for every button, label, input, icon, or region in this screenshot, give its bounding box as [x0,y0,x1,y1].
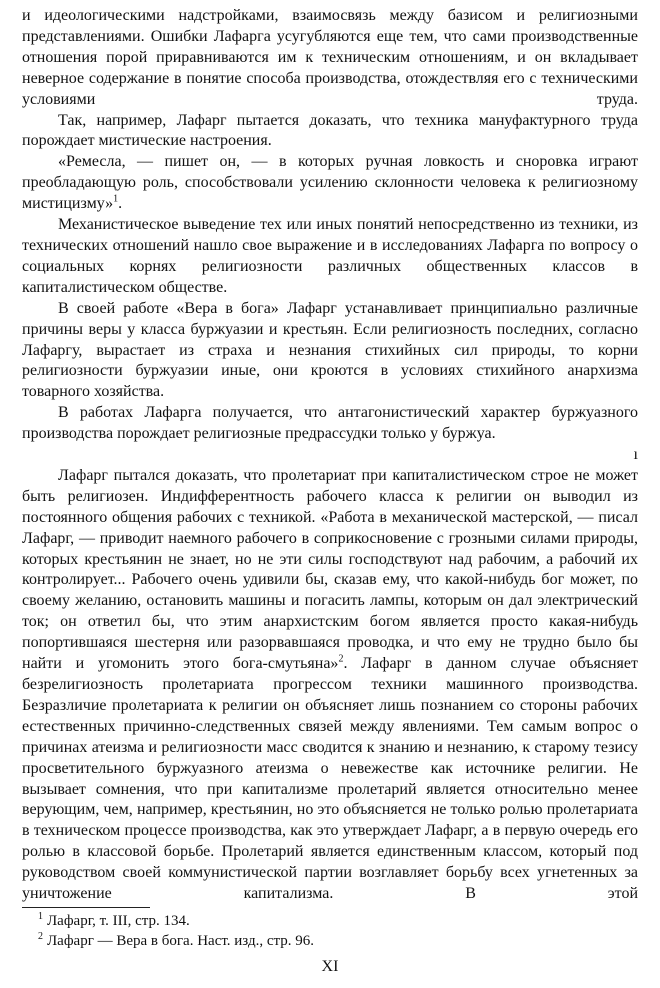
paragraph: Механистическое выведение тех или иных понятий непосредственно из техники, из технических отношений нашло свое выражение и в исследованиях Лафарга по вопросу о социальных корнях религиозности различных общественных классов в капиталистическом обществе. [22,216,638,296]
paragraph-tail: . Лафарг в данном случае объясняет безрелигиозность пролетариата прогрессом техники машинного производства. Безразличие пролетариата к религии он объясняет лишь познанием со стороны рабочих естественных причинно-следственных связей между явлениями. Тем самым вопрос о причинах атеизма и религиозности масс сводится к знанию и незнанию, к старому тезису просветительного буржуазного атеизма о невежестве как источнике религии. Не вызывает сомнения, что при капитализме пролетарий является относительно менее верующим, чем, например, крестьянин, но это объясняется не только ролью пролетариата в техническом процессе производства, как это утверждает Лафарг, а в первую очередь его ролью в классовой борьбе. Пролетарий является единственным классом, который под руководством своей коммунистической партии возглавляет борьбу всех угнетенных за уничтожение капитализма. В этой [22,655,638,903]
paragraph: В работах Лафарга получается, что антагонистический характер буржуазного производства порождает религиозные предрассудки только у буржуа. [22,404,638,443]
quote-text: «Ремесла, — пишет он, — в которых ручная ловкость и сноровка играют преобладающую роль, способствовали усилению склонности человека к религиозному мистицизму» [22,153,638,213]
footnote-divider [22,907,150,908]
footnote-ref-2: 2 [338,653,344,665]
quote-text: Лафарг пытался доказать, что пролетариат при капиталистическом строе не может быть религиозен. Индифферентность рабочего класса к религии он выводил из постоянного общения рабочих с техникой. «Работа в механической мастерской, — писал Лафарг, — приводит наемного рабочего в соприкосновение с грозными силами природы, которых крестьянин не знает, но не эти силы господствуют над рабочим, а рабочий их контролирует... Рабочего очень удивили бы, сказав ему, что какой-нибудь бог может, по своему желанию, остановить машины и погасить лампы, которым он дал электрический ток; он ответил бы, что этим анархистским богом является просто какая-нибудь попортившаяся шестерня или разорвавшаяся проводка, и что ему не трудно было бы найти и угомонить этого бога-смутьяна» [22,466,638,673]
stray-mark: ı [633,446,638,464]
page-number: XI [321,958,339,975]
paragraph-continued: и идеологическими надстройками, взаимосвязь между базисом и религиозными представлениями. Ошибки Лафарга усугубляются еще тем, что сами производственные отношения порой приравниваются им к техническим отношениям, и он вкладывает неверное содержание в понятие способа производства, отождествляя его с техническими условиями труда. [22,7,638,108]
paragraph-long [22,466,638,905]
footnote-text: Лафарг, т. III, стр. 134. [47,913,190,929]
footnotes [38,911,638,951]
footnote-ref-1: 1 [113,193,119,205]
footnote-mark: 2 [38,931,43,942]
footnote-mark: 1 [38,911,43,922]
footnote-text: Лафарг — Вера в бога. Наст. изд., стр. 96. [47,933,314,949]
quote-paragraph: «Ремесла, — пишет он, — в которых ручная ловкость и сноровка играют преобладающую роль, способствовали усилению склонности человека к религиозному мистицизму»$^1$. [22,153,638,213]
body-text [22,6,638,905]
paragraph: Так, например, Лафарг пытается доказать, что техника мануфактурного труда порождает мистические настроения. [22,111,638,150]
footnote-1 [38,911,638,931]
paragraph: В своей работе «Вера в бога» Лафарг устанавливает принципиально различные причины веры у класса буржуазии и крестьян. Если религиозность последних, согласно Лафаргу, вырастает из страха и незнания стихийных сил природы, то корни религиозности буржуазии иные, они кроются в условиях стихийного анархизма товарного хозяйства. [22,299,638,401]
footnote-2 [38,931,638,951]
